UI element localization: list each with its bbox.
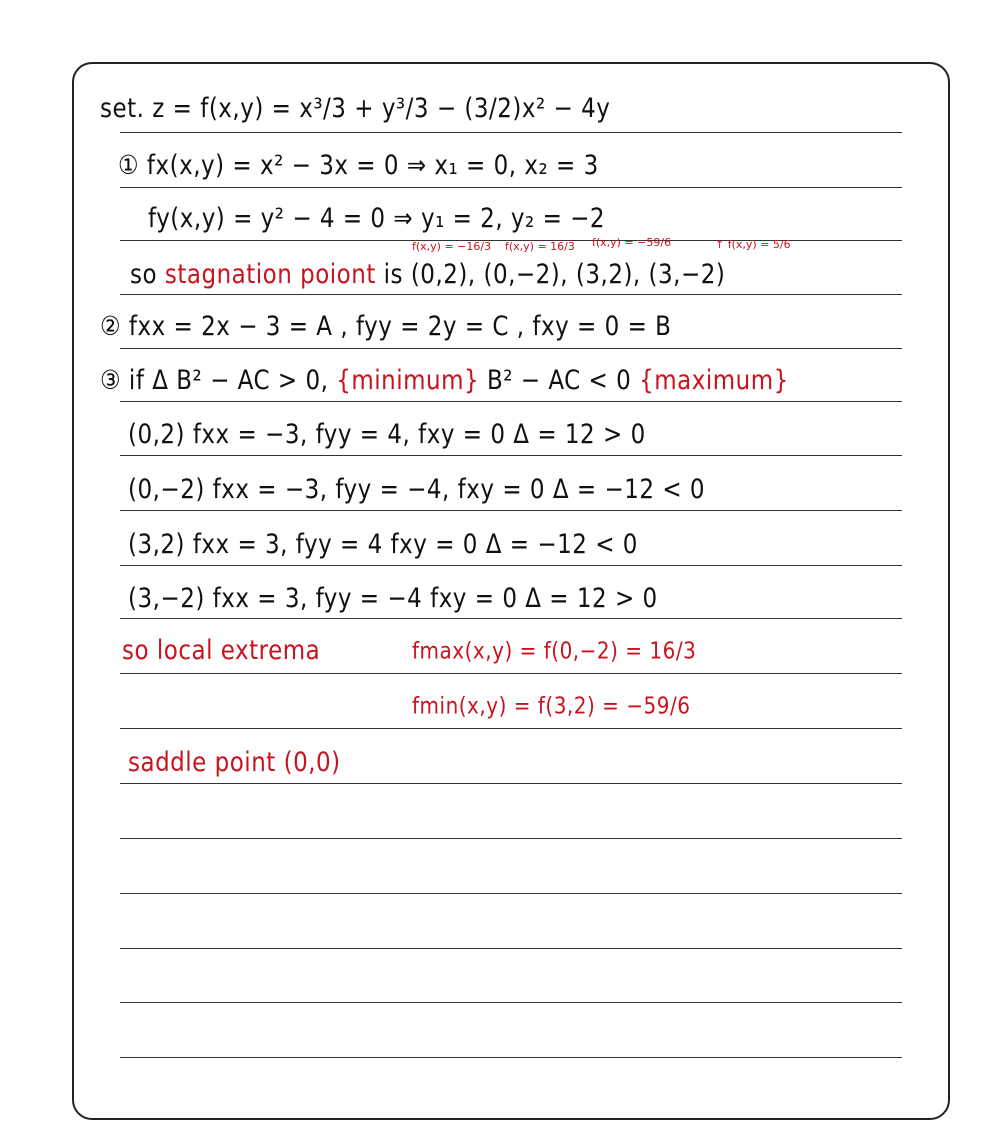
stagnation-label: stagnation poiont [164,260,376,290]
ruled-line [120,783,902,784]
ruled-line [120,893,902,894]
annotation-value: ↑ f(x,y) = 5/6 [715,238,791,251]
annotation-value: f(x,y) = −16/3 [412,240,492,253]
local-minimum: fmin(x,y) = f(3,2) = −59/6 [412,691,691,719]
ruled-line [120,132,902,133]
annotation-value: f(x,y) = −59/6 [592,236,672,249]
rule-minimum: {minimum} [336,366,480,396]
rule-condition-max: B² − AC < 0 [479,366,640,396]
ruled-line [120,728,902,729]
extrema-label: so local extrema [122,636,321,666]
stagnation-points [130,260,725,290]
stagnation-list: is (0,2), (0,−2), (3,2), (3,−2) [375,260,726,290]
rule-condition-min: ③ if Δ B² − AC > 0, [100,366,337,396]
partial-y-equation: fy(x,y) = y² − 4 = 0 ⇒ y₁ = 2, y₂ = −2 [148,204,606,234]
annotation-value: f(x,y) = 16/3 [505,240,575,253]
stagnation-prefix: so [130,260,165,290]
ruled-line [120,618,902,619]
ruled-line [120,401,902,402]
local-maximum: fmax(x,y) = f(0,−2) = 16/3 [412,636,697,664]
point-row: (0,−2) fxx = −3, fyy = −4, fxy = 0 Δ = −12 < 0 [128,475,706,505]
ruled-line [120,838,902,839]
ruled-line [120,187,902,188]
point-row: (3,2) fxx = 3, fyy = 4 fxy = 0 Δ = −12 < 0 [128,530,638,560]
ruled-line [120,673,902,674]
partial-x-equation: ① fx(x,y) = x² − 3x = 0 ⇒ x₁ = 0, x₂ = 3 [118,151,599,181]
ruled-line [120,948,902,949]
ruled-line [120,294,902,295]
ruled-line [120,510,902,511]
ruled-line [120,1002,902,1003]
function-definition: set. z = f(x,y) = x³/3 + y³/3 − (3/2)x² − 4y [100,94,611,124]
rule-maximum: {maximum} [639,366,789,396]
second-derivatives: ② fxx = 2x − 3 = A , fyy = 2y = C , fxy = 0 = B [100,312,672,342]
point-row: (0,2) fxx = −3, fyy = 4, fxy = 0 Δ = 12 > 0 [128,420,646,450]
ruled-line [120,455,902,456]
point-row: (3,−2) fxx = 3, fyy = −4 fxy = 0 Δ = 12 > 0 [128,584,658,614]
saddle-point: saddle point (0,0) [128,748,341,778]
ruled-line [120,565,902,566]
discriminant-rule [100,366,789,396]
ruled-line [120,348,902,349]
ruled-line [120,1057,902,1058]
